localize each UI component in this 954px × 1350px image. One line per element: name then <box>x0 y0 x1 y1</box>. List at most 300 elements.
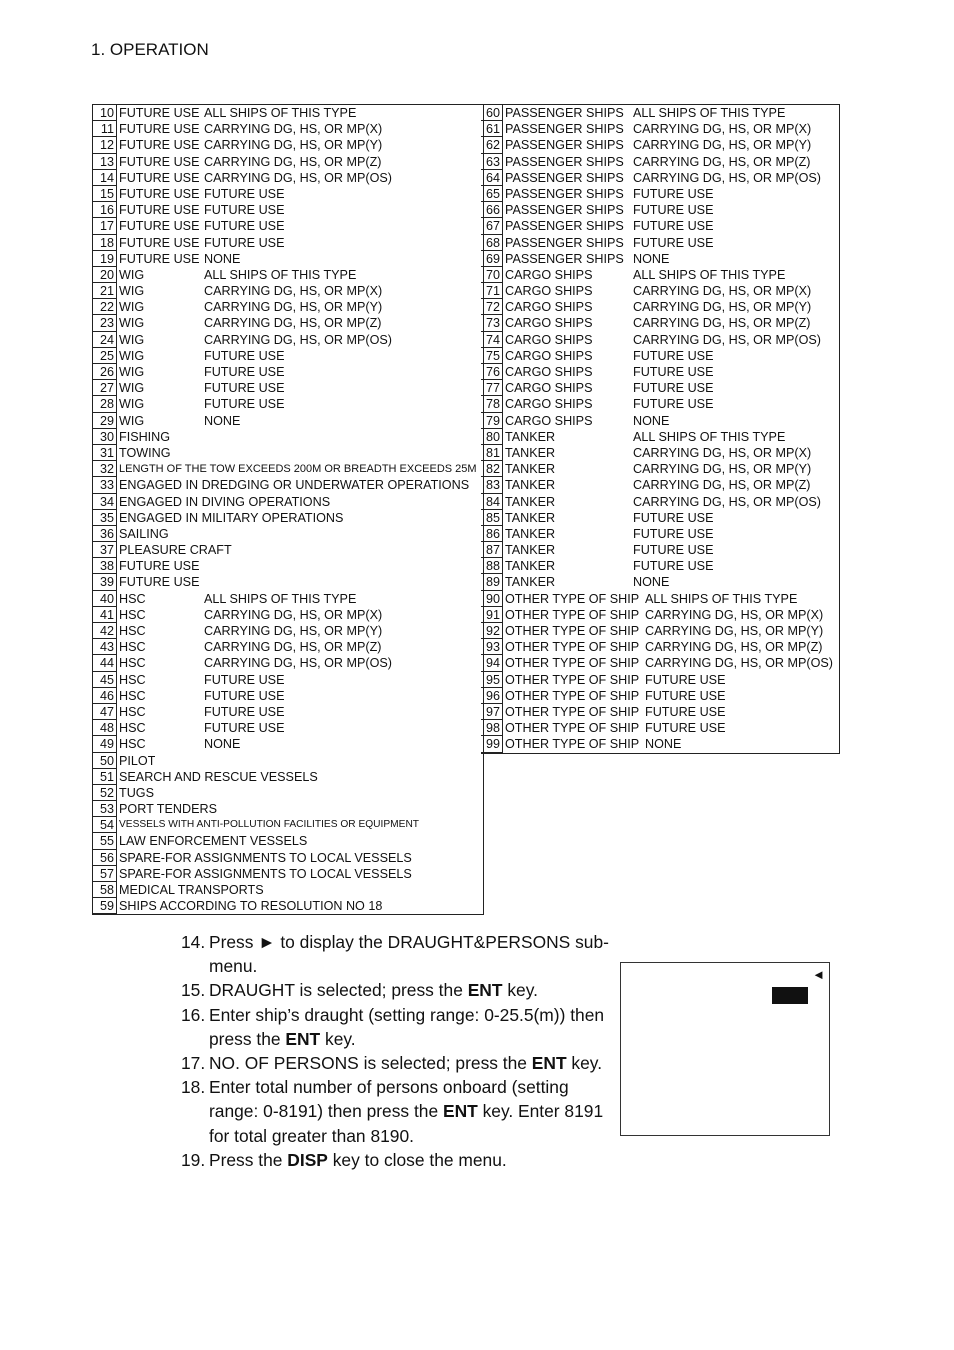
type-code: 60 <box>481 105 503 121</box>
type-code: 99 <box>481 736 503 752</box>
ship-category: CARGO SHIPS <box>505 381 593 396</box>
cargo-category: CARRYING DG, HS, OR MP(Z) <box>645 640 823 655</box>
type-code: 43 <box>93 639 117 655</box>
ship-category: CARGO SHIPS <box>505 267 593 282</box>
cargo-category: FUTURE USE <box>204 203 285 218</box>
ship-category: TANKER <box>505 429 556 444</box>
step-number: 17. <box>181 1053 206 1074</box>
ship-category: TANKER <box>505 510 556 525</box>
type-description: PILOT <box>119 753 156 768</box>
ship-category: OTHER TYPE OF SHIP <box>505 737 640 752</box>
table-row <box>93 574 483 590</box>
type-code: 47 <box>93 704 117 720</box>
step-text-part: key to close the menu. <box>327 1149 507 1170</box>
table-row <box>93 591 483 607</box>
table-row <box>93 704 483 720</box>
cargo-category: CARRYING DG, HS, OR MP(Y) <box>204 624 383 638</box>
ship-category: FUTURE USE <box>119 138 200 153</box>
cargo-category: FUTURE USE <box>645 672 726 687</box>
cargo-category: ALL SHIPS OF THIS TYPE <box>633 429 786 444</box>
table-row <box>93 461 483 477</box>
ship-category: PASSENGER SHIPS <box>505 154 624 169</box>
table-row <box>93 299 483 315</box>
table-row <box>481 299 839 315</box>
table-row <box>481 218 839 234</box>
type-code: 45 <box>93 672 117 688</box>
type-description: LAW ENFORCEMENT VESSELS <box>119 834 308 849</box>
type-code: 38 <box>93 558 117 574</box>
cargo-category: CARRYING DG, HS, OR MP(X) <box>633 122 812 137</box>
cargo-category: CARRYING DG, HS, OR MP(Z) <box>204 154 382 169</box>
type-code: 68 <box>481 235 503 251</box>
ship-category: OTHER TYPE OF SHIP <box>505 607 640 622</box>
key-name: ENT <box>467 980 503 1001</box>
cargo-category: CARRYING DG, HS, OR MP(OS) <box>633 332 821 347</box>
cargo-category: CARRYING DG, HS, OR MP(OS) <box>204 170 392 185</box>
type-code: 64 <box>481 170 503 186</box>
ship-category: FUTURE USE <box>119 122 200 137</box>
table-row <box>481 332 839 348</box>
type-code: 28 <box>93 396 117 412</box>
type-code: 13 <box>93 154 117 170</box>
ship-category: CARGO SHIPS <box>505 284 593 299</box>
table-row <box>93 720 483 736</box>
type-code: 84 <box>481 494 503 510</box>
ship-category: TANKER <box>505 494 556 509</box>
cargo-category: FUTURE USE <box>204 365 285 379</box>
cargo-category: CARRYING DG, HS, OR MP(Y) <box>204 138 383 153</box>
type-code: 17 <box>93 218 117 234</box>
section-header: 1. OPERATION <box>91 40 209 59</box>
type-code: 12 <box>93 137 117 153</box>
table-row <box>93 558 483 574</box>
table-row <box>93 154 483 170</box>
step-number: 19. <box>181 1149 206 1170</box>
cargo-category: CARRYING DG, HS, OR MP(X) <box>633 445 812 460</box>
cargo-category: FUTURE USE <box>204 721 285 736</box>
table-row <box>481 251 839 267</box>
type-code: 48 <box>93 720 117 736</box>
type-code: 81 <box>481 445 503 461</box>
type-code: 31 <box>93 445 117 461</box>
ship-category: OTHER TYPE OF SHIP <box>505 672 640 687</box>
table-row <box>93 526 483 542</box>
ship-category: WIG <box>119 284 145 299</box>
ship-category: FUTURE USE <box>119 186 200 201</box>
cargo-category: FUTURE USE <box>633 381 714 396</box>
menu-screen-illustration <box>620 962 830 1136</box>
key-name: ENT <box>285 1028 321 1049</box>
type-code: 18 <box>93 235 117 251</box>
table-row <box>93 882 483 898</box>
table-row <box>93 283 483 299</box>
ship-category: CARGO SHIPS <box>505 316 593 331</box>
type-code: 69 <box>481 251 503 267</box>
type-code: 51 <box>93 769 117 785</box>
table-row <box>93 235 483 251</box>
table-row <box>481 380 839 396</box>
instruction-step <box>181 1003 611 1051</box>
key-name: DISP <box>287 1149 328 1170</box>
type-code: 52 <box>93 785 117 801</box>
ship-category: HSC <box>119 672 146 687</box>
table-row <box>481 639 839 655</box>
cargo-category: FUTURE USE <box>633 510 714 525</box>
ship-category: PASSENGER SHIPS <box>505 219 624 234</box>
ship-category: PASSENGER SHIPS <box>505 170 624 185</box>
instruction-step <box>181 1051 611 1075</box>
instruction-step <box>181 930 611 978</box>
type-description: TUGS <box>119 785 154 800</box>
cargo-category: CARRYING DG, HS, OR MP(OS) <box>645 656 833 671</box>
ship-category: WIG <box>119 413 145 428</box>
table-row <box>481 672 839 688</box>
ship-category: OTHER TYPE OF SHIP <box>505 656 640 671</box>
table-row <box>93 202 483 218</box>
cargo-category: CARRYING DG, HS, OR MP(Z) <box>204 316 382 331</box>
table-row <box>93 364 483 380</box>
type-code: 40 <box>93 591 117 607</box>
ship-type-table-left <box>92 104 484 915</box>
table-row <box>93 623 483 639</box>
step-text-part: DRAUGHT is selected; press the <box>209 980 468 1001</box>
type-code: 85 <box>481 510 503 526</box>
step-text-part: Enter ship’s draught (setting range: 0-25.5(m)) then press the <box>209 1004 605 1049</box>
ship-category: WIG <box>119 332 145 347</box>
type-code: 98 <box>481 720 503 736</box>
cargo-category: FUTURE USE <box>204 397 285 412</box>
type-code: 77 <box>481 380 503 396</box>
cargo-category: FUTURE USE <box>645 704 726 719</box>
cargo-category: CARRYING DG, HS, OR MP(Z) <box>633 154 811 169</box>
cargo-category: ALL SHIPS OF THIS TYPE <box>204 591 357 606</box>
ship-category: FUTURE USE <box>119 219 200 234</box>
type-code: 22 <box>93 299 117 315</box>
type-description: FUTURE USE <box>119 575 200 590</box>
table-row <box>481 607 839 623</box>
type-code: 26 <box>93 364 117 380</box>
ship-category: CARGO SHIPS <box>505 300 593 315</box>
table-row <box>93 186 483 202</box>
ship-category: WIG <box>119 365 145 379</box>
table-row <box>93 542 483 558</box>
type-code: 95 <box>481 672 503 688</box>
table-row <box>93 332 483 348</box>
ship-category: OTHER TYPE OF SHIP <box>505 640 640 655</box>
type-code: 21 <box>93 283 117 299</box>
cargo-category: CARRYING DG, HS, OR MP(Y) <box>633 138 812 153</box>
ship-category: FUTURE USE <box>119 235 200 250</box>
ship-category: PASSENGER SHIPS <box>505 235 624 250</box>
type-code: 42 <box>93 623 117 639</box>
type-description: SPARE-FOR ASSIGNMENTS TO LOCAL VESSELS <box>119 866 412 881</box>
step-text-part: key. <box>566 1053 603 1074</box>
ship-category: CARGO SHIPS <box>505 397 593 412</box>
cargo-category: FUTURE USE <box>633 235 714 250</box>
table-row <box>93 850 483 866</box>
table-row <box>481 137 839 153</box>
ship-category: FUTURE USE <box>119 251 200 266</box>
table-row <box>93 898 483 914</box>
cargo-category: ALL SHIPS OF THIS TYPE <box>204 267 357 282</box>
table-row <box>481 315 839 331</box>
ship-category: OTHER TYPE OF SHIP <box>505 721 640 736</box>
ship-category: CARGO SHIPS <box>505 348 593 363</box>
table-row <box>93 429 483 445</box>
ship-category: CARGO SHIPS <box>505 332 593 347</box>
type-code: 74 <box>481 332 503 348</box>
type-code: 89 <box>481 574 503 590</box>
table-row <box>93 396 483 412</box>
cargo-category: CARRYING DG, HS, OR MP(X) <box>204 284 383 299</box>
table-row <box>481 235 839 251</box>
type-code: 55 <box>93 833 117 849</box>
table-row <box>481 623 839 639</box>
type-code: 88 <box>481 558 503 574</box>
cargo-category: ALL SHIPS OF THIS TYPE <box>633 106 786 120</box>
table-row <box>93 251 483 267</box>
table-row <box>93 817 483 833</box>
ship-category: OTHER TYPE OF SHIP <box>505 624 640 638</box>
table-row <box>481 720 839 736</box>
table-row <box>481 413 839 429</box>
ship-category: CARGO SHIPS <box>505 365 593 379</box>
ship-category: HSC <box>119 721 146 736</box>
table-row <box>481 154 839 170</box>
step-number: 16. <box>181 1004 206 1025</box>
type-code: 70 <box>481 267 503 283</box>
type-description: FUTURE USE <box>119 559 200 574</box>
table-row <box>481 429 839 445</box>
cargo-category: FUTURE USE <box>204 348 285 363</box>
cargo-category: NONE <box>633 575 670 590</box>
cargo-category: FUTURE USE <box>204 672 285 687</box>
step-text-part: key. <box>502 980 538 1001</box>
cargo-category: ALL SHIPS OF THIS TYPE <box>204 106 357 120</box>
type-code: 82 <box>481 461 503 477</box>
table-row <box>93 477 483 493</box>
cargo-category: NONE <box>633 251 670 266</box>
ship-category: TANKER <box>505 559 556 574</box>
table-row <box>93 105 483 121</box>
type-code: 19 <box>93 251 117 267</box>
type-code: 23 <box>93 315 117 331</box>
type-code: 97 <box>481 704 503 720</box>
step-text-part: Enter total number of persons onboard (setting range: 0-8191) then press the <box>209 1077 569 1122</box>
ship-category: HSC <box>119 591 146 606</box>
instruction-step <box>181 1075 611 1148</box>
type-code: 30 <box>93 429 117 445</box>
table-row <box>481 461 839 477</box>
type-code: 37 <box>93 542 117 558</box>
type-code: 75 <box>481 348 503 364</box>
table-row <box>93 413 483 429</box>
cargo-category: CARRYING DG, HS, OR MP(Y) <box>645 624 824 638</box>
type-code: 67 <box>481 218 503 234</box>
key-name: ENT <box>442 1101 478 1122</box>
type-code: 53 <box>93 801 117 817</box>
type-description: TOWING <box>119 445 171 460</box>
step-number: 14. <box>181 932 206 952</box>
type-code: 46 <box>93 688 117 704</box>
step-number: 18. <box>181 1077 206 1098</box>
table-row <box>481 121 839 137</box>
cargo-category: FUTURE USE <box>204 219 285 234</box>
ship-category: HSC <box>119 704 146 719</box>
type-code: 94 <box>481 655 503 671</box>
type-code: 54 <box>93 817 117 833</box>
type-code: 96 <box>481 688 503 704</box>
cargo-category: CARRYING DG, HS, OR MP(Z) <box>633 316 811 331</box>
table-row <box>481 396 839 412</box>
cargo-category: NONE <box>204 251 241 266</box>
table-row <box>93 218 483 234</box>
table-row <box>93 833 483 849</box>
cargo-category: FUTURE USE <box>204 688 285 703</box>
type-code: 78 <box>481 396 503 412</box>
ship-category: WIG <box>119 316 145 331</box>
table-row <box>481 170 839 186</box>
type-code: 91 <box>481 607 503 623</box>
ship-category: TANKER <box>505 575 556 590</box>
type-code: 36 <box>93 526 117 542</box>
ship-category: WIG <box>119 348 145 363</box>
ship-category: WIG <box>119 267 145 282</box>
cargo-category: CARRYING DG, HS, OR MP(OS) <box>204 656 392 671</box>
cargo-category: CARRYING DG, HS, OR MP(X) <box>204 122 383 137</box>
instruction-step <box>181 978 611 1002</box>
table-row <box>481 186 839 202</box>
cargo-category: FUTURE USE <box>633 219 714 234</box>
type-description: SHIPS ACCORDING TO RESOLUTION NO 18 <box>119 899 383 914</box>
type-description: PORT TENDERS <box>119 802 217 817</box>
type-code: 10 <box>93 105 117 121</box>
cargo-category: CARRYING DG, HS, OR MP(OS) <box>633 494 821 509</box>
left-arrow-icon: ◄ <box>812 967 825 982</box>
cargo-category: NONE <box>204 737 241 752</box>
table-row <box>93 137 483 153</box>
cargo-category: FUTURE USE <box>633 203 714 218</box>
type-description: SEARCH AND RESCUE VESSELS <box>119 769 318 784</box>
ship-category: TANKER <box>505 478 556 493</box>
ship-category: WIG <box>119 300 145 315</box>
table-row <box>93 769 483 785</box>
table-row <box>93 866 483 882</box>
ship-category: CARGO SHIPS <box>505 413 593 428</box>
ship-category: PASSENGER SHIPS <box>505 122 624 137</box>
table-row <box>481 655 839 671</box>
step-text-part: Press ► to display the DRAUGHT&PERSONS sub-menu. <box>209 932 609 977</box>
type-code: 90 <box>481 591 503 607</box>
type-code: 62 <box>481 137 503 153</box>
type-code: 65 <box>481 186 503 202</box>
type-code: 56 <box>93 850 117 866</box>
table-row <box>93 170 483 186</box>
table-row <box>481 267 839 283</box>
cargo-category: CARRYING DG, HS, OR MP(X) <box>633 284 812 299</box>
type-code: 71 <box>481 283 503 299</box>
table-row <box>93 510 483 526</box>
type-code: 25 <box>93 348 117 364</box>
screen-cursor-highlight <box>772 987 808 1004</box>
type-code: 29 <box>93 413 117 429</box>
type-code: 27 <box>93 380 117 396</box>
type-code: 79 <box>481 413 503 429</box>
type-code: 92 <box>481 623 503 639</box>
type-code: 34 <box>93 494 117 510</box>
cargo-category: FUTURE USE <box>633 365 714 379</box>
ship-category: HSC <box>119 640 146 655</box>
table-row <box>481 558 839 574</box>
cargo-category: CARRYING DG, HS, OR MP(X) <box>204 607 383 622</box>
step-text-part: Press the <box>209 1149 288 1170</box>
step-text <box>209 930 611 978</box>
table-row <box>481 445 839 461</box>
ship-category: PASSENGER SHIPS <box>505 106 624 120</box>
ship-category: FUTURE USE <box>119 203 200 218</box>
table-row <box>93 315 483 331</box>
step-text <box>209 978 538 1002</box>
type-code: 15 <box>93 186 117 202</box>
type-code: 59 <box>93 898 117 914</box>
table-row <box>93 688 483 704</box>
table-row <box>481 202 839 218</box>
ship-category: HSC <box>119 624 146 638</box>
ship-category: HSC <box>119 656 146 671</box>
type-code: 63 <box>481 154 503 170</box>
table-row <box>93 672 483 688</box>
table-row <box>481 348 839 364</box>
type-code: 57 <box>93 866 117 882</box>
table-row <box>481 283 839 299</box>
type-description: ENGAGED IN DREDGING OR UNDERWATER OPERATIONS <box>119 478 470 493</box>
ship-category: WIG <box>119 397 145 412</box>
table-row <box>481 494 839 510</box>
type-description: ENGAGED IN MILITARY OPERATIONS <box>119 510 344 525</box>
type-code: 11 <box>93 121 117 137</box>
table-row <box>93 753 483 769</box>
ship-category: WIG <box>119 381 145 396</box>
type-code: 76 <box>481 364 503 380</box>
ship-category: PASSENGER SHIPS <box>505 186 624 201</box>
ship-category: OTHER TYPE OF SHIP <box>505 591 640 606</box>
type-code: 14 <box>93 170 117 186</box>
type-description: VESSELS WITH ANTI-POLLUTION FACILITIES OR EQUIPMENT <box>119 819 420 831</box>
cargo-category: CARRYING DG, HS, OR MP(X) <box>645 607 824 622</box>
cargo-category: CARRYING DG, HS, OR MP(OS) <box>633 170 821 185</box>
ship-category: TANKER <box>505 543 556 558</box>
cargo-category: FUTURE USE <box>633 543 714 558</box>
table-row <box>481 364 839 380</box>
cargo-category: CARRYING DG, HS, OR MP(Z) <box>633 478 811 493</box>
step-text <box>209 1051 602 1075</box>
table-row <box>93 121 483 137</box>
type-description: SPARE-FOR ASSIGNMENTS TO LOCAL VESSELS <box>119 850 412 865</box>
type-code: 87 <box>481 542 503 558</box>
cargo-category: FUTURE USE <box>645 721 726 736</box>
table-row <box>93 445 483 461</box>
cargo-category: CARRYING DG, HS, OR MP(Y) <box>633 300 812 315</box>
step-text <box>209 1075 611 1148</box>
type-description: LENGTH OF THE TOW EXCEEDS 200M OR BREADTH EXCEEDS 25M <box>119 463 477 476</box>
table-row <box>93 607 483 623</box>
type-description: PLEASURE CRAFT <box>119 543 232 558</box>
table-row <box>93 736 483 752</box>
type-code: 20 <box>93 267 117 283</box>
step-text-part: key. Enter 8191 for total greater than 8190. <box>209 1101 604 1146</box>
table-row <box>93 267 483 283</box>
type-code: 72 <box>481 299 503 315</box>
